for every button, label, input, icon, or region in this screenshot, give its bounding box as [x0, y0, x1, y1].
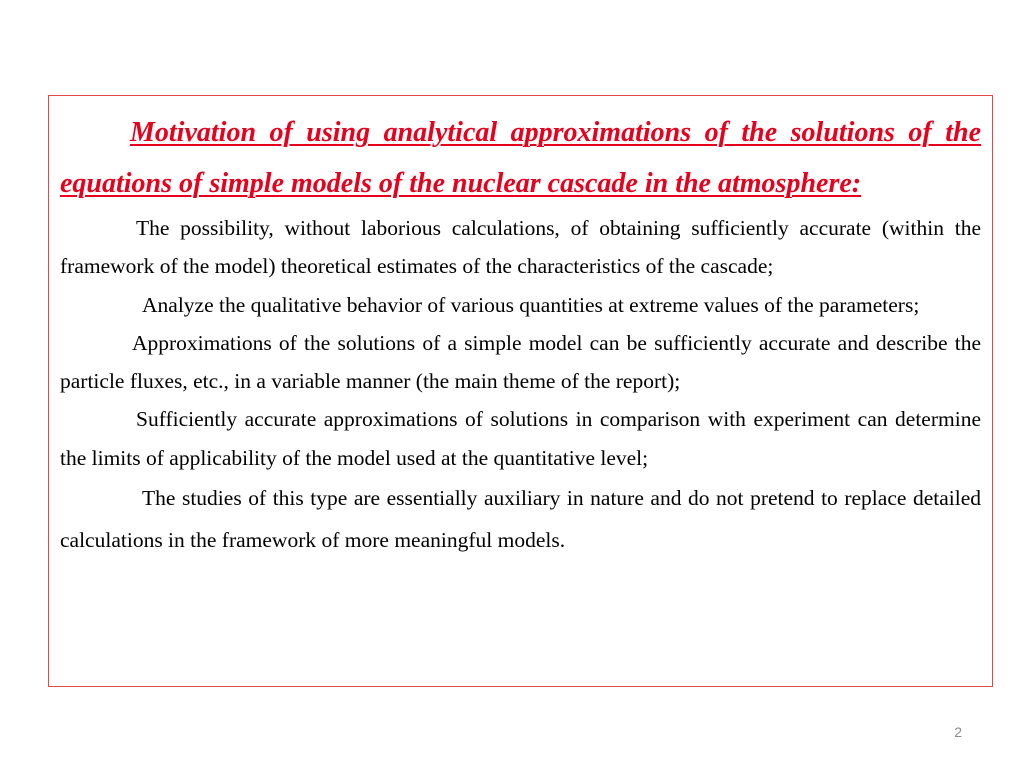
slide-heading: Motivation of using analytical approximations of the solutions of the equations of simple models of the nuclear cascade in the atmosphere: — [60, 117, 981, 199]
point-4: Sufficiently accurate approximations of solutions in comparison with experiment can determine the limits of applicability of the model used at the quantitative level; — [60, 407, 981, 470]
point-5: The studies of this type are essentially auxiliary in nature and do not pretend to replace detailed calculations in the framework of more meaningful models. — [60, 486, 981, 553]
content-box — [48, 95, 993, 687]
point-2: Analyze the qualitative behavior of various quantities at extreme values of the parameters; — [142, 292, 920, 317]
content-body — [60, 107, 981, 561]
point-3: Approximations of the solutions of a simple model can be sufficiently accurate and describe the particle fluxes, etc., in a variable manner (the main theme of the report); — [60, 330, 981, 394]
page-number: 2 — [954, 724, 962, 740]
point-1: The possibility, without laborious calculations, of obtaining sufficiently accurate (within the framework of the model) theoretical estimates of the characteristics of the cascade; — [60, 216, 981, 279]
